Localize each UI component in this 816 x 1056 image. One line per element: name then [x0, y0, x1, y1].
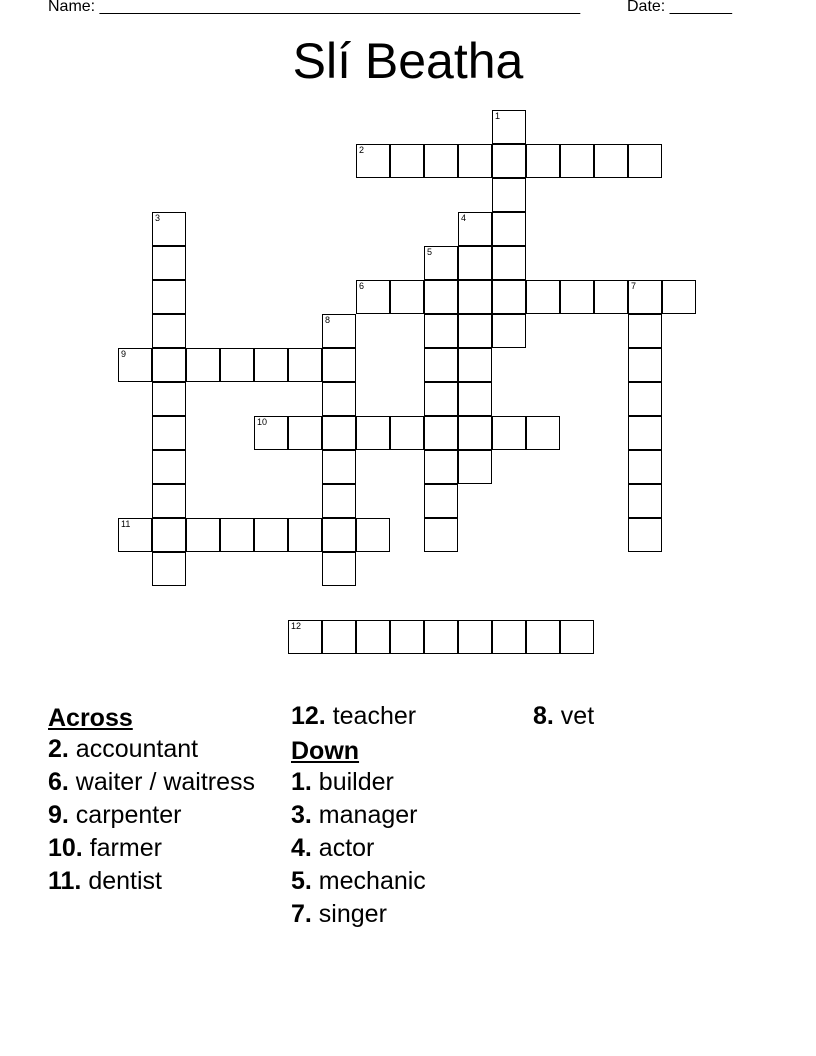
grid-cell[interactable] [594, 144, 628, 178]
grid-cell[interactable] [152, 416, 186, 450]
grid-cell[interactable] [322, 314, 356, 348]
clue-text: waiter / waitress [68, 768, 256, 796]
clue-across-11 [48, 867, 283, 896]
grid-cell[interactable] [560, 280, 594, 314]
clue-text: actor [311, 834, 375, 862]
grid-cell[interactable] [424, 416, 458, 450]
grid-cell[interactable] [492, 178, 526, 212]
grid-cell[interactable] [390, 416, 424, 450]
page-title: Slí Beatha [292, 33, 524, 89]
clue-across-10 [48, 834, 283, 863]
grid-cell[interactable] [492, 212, 526, 246]
clue-across-9 [48, 801, 283, 830]
grid-cell[interactable] [424, 144, 458, 178]
cell-number: 10 [257, 417, 268, 427]
grid-cell[interactable] [152, 518, 186, 552]
grid-cell[interactable] [492, 246, 526, 280]
clue-column-2 [291, 702, 526, 933]
grid-cell[interactable] [628, 450, 662, 484]
clue-number: 10. [48, 834, 83, 862]
grid-cell[interactable] [322, 620, 356, 654]
across-heading: Across [48, 704, 133, 732]
grid-cell[interactable] [526, 416, 560, 450]
grid-cell[interactable] [288, 416, 322, 450]
clue-number: 5. [291, 867, 312, 895]
clue-down-3 [291, 801, 526, 830]
grid-cell[interactable] [662, 280, 696, 314]
clue-down-5 [291, 867, 526, 896]
cell-number: 5 [427, 247, 433, 257]
grid-cell[interactable] [152, 450, 186, 484]
grid-cell[interactable] [628, 348, 662, 382]
grid-cell[interactable] [458, 348, 492, 382]
clue-text: vet [553, 702, 595, 730]
clue-number: 4. [291, 834, 312, 862]
grid-cell[interactable] [424, 382, 458, 416]
cell-number: 7 [631, 281, 637, 291]
grid-cell[interactable] [118, 348, 152, 382]
grid-cell[interactable] [390, 620, 424, 654]
grid-cell[interactable] [458, 620, 492, 654]
grid-cell[interactable] [322, 518, 356, 552]
clue-number: 11. [48, 867, 82, 895]
clue-text: manager [311, 801, 418, 829]
grid-cell[interactable] [356, 144, 390, 178]
grid-cell[interactable] [458, 246, 492, 280]
grid-cell[interactable] [526, 280, 560, 314]
name-field: Name: ______________________________________________________ [48, 0, 581, 15]
grid-cell[interactable] [254, 518, 288, 552]
grid-cell[interactable] [424, 518, 458, 552]
clue-number: 8. [533, 702, 554, 730]
grid-cell[interactable] [254, 416, 288, 450]
clue-text: carpenter [68, 801, 182, 829]
grid-cell[interactable] [628, 484, 662, 518]
clue-down-4 [291, 834, 526, 863]
grid-cell[interactable] [628, 416, 662, 450]
clue-text: farmer [82, 834, 162, 862]
cell-number: 6 [359, 281, 365, 291]
grid-cell[interactable] [424, 450, 458, 484]
grid-cell[interactable] [322, 348, 356, 382]
grid-cell[interactable] [492, 144, 526, 178]
grid-cell[interactable] [628, 144, 662, 178]
grid-cell[interactable] [322, 382, 356, 416]
grid-cell[interactable] [186, 518, 220, 552]
clue-text: mechanic [311, 867, 426, 895]
grid-cell[interactable] [390, 144, 424, 178]
grid-cell[interactable] [118, 518, 152, 552]
grid-cell[interactable] [288, 620, 322, 654]
grid-cell[interactable] [424, 348, 458, 382]
grid-cell[interactable] [424, 484, 458, 518]
grid-cell[interactable] [424, 314, 458, 348]
grid-cell[interactable] [390, 280, 424, 314]
grid-cell[interactable] [220, 348, 254, 382]
grid-cell[interactable] [526, 144, 560, 178]
grid-cell[interactable] [322, 416, 356, 450]
grid-cell[interactable] [458, 280, 492, 314]
grid-cell[interactable] [152, 552, 186, 586]
grid-cell[interactable] [152, 246, 186, 280]
grid-cell[interactable] [152, 314, 186, 348]
clue-text: dentist [81, 867, 162, 895]
clue-down-7 [291, 900, 526, 929]
grid-cell[interactable] [458, 450, 492, 484]
grid-cell[interactable] [356, 518, 390, 552]
cell-number: 8 [325, 315, 331, 325]
grid-cell[interactable] [492, 620, 526, 654]
cell-number: 4 [461, 213, 467, 223]
clue-number: 12. [291, 702, 326, 730]
down-heading: Down [291, 737, 360, 765]
grid-cell[interactable] [356, 280, 390, 314]
clue-text: singer [311, 900, 387, 928]
cell-number: 2 [359, 145, 365, 155]
grid-cell[interactable] [628, 314, 662, 348]
grid-cell[interactable] [492, 280, 526, 314]
grid-cell[interactable] [560, 620, 594, 654]
date-field: Date: _______ [627, 0, 732, 15]
clue-text: accountant [68, 735, 199, 763]
grid-cell[interactable] [424, 620, 458, 654]
grid-cell[interactable] [492, 416, 526, 450]
grid-cell[interactable] [186, 348, 220, 382]
grid-cell[interactable] [628, 382, 662, 416]
cell-number: 11 [121, 519, 131, 529]
grid-cell[interactable] [288, 518, 322, 552]
grid-cell[interactable] [594, 280, 628, 314]
clue-number: 7. [291, 900, 312, 928]
grid-cell[interactable] [356, 416, 390, 450]
grid-cell[interactable] [152, 212, 186, 246]
grid-cell[interactable] [424, 246, 458, 280]
clue-number: 3. [291, 801, 312, 829]
grid-cell[interactable] [458, 314, 492, 348]
clue-across-12 [291, 702, 526, 731]
cell-number: 12 [291, 621, 302, 631]
grid-cell[interactable] [152, 484, 186, 518]
clue-down-8 [533, 702, 768, 731]
grid-cell[interactable] [356, 620, 390, 654]
grid-cell[interactable] [458, 144, 492, 178]
clue-text: builder [311, 768, 394, 796]
grid-cell[interactable] [424, 280, 458, 314]
clue-across-6 [48, 768, 283, 797]
clue-text: teacher [325, 702, 417, 730]
clue-number: 1. [291, 768, 312, 796]
cell-number: 3 [155, 213, 161, 223]
grid-cell[interactable] [322, 450, 356, 484]
grid-cell[interactable] [288, 348, 322, 382]
clue-number: 2. [48, 735, 69, 763]
grid-cell[interactable] [492, 110, 526, 144]
clue-column-1 [48, 702, 283, 900]
grid-cell[interactable] [322, 484, 356, 518]
grid-cell[interactable] [152, 348, 186, 382]
grid-cell[interactable] [254, 348, 288, 382]
clue-number: 6. [48, 768, 69, 796]
grid-cell[interactable] [152, 382, 186, 416]
clue-down-1 [291, 768, 526, 797]
cell-number: 9 [121, 349, 127, 359]
grid-cell[interactable] [458, 416, 492, 450]
cell-number: 1 [495, 111, 501, 121]
clue-column-3 [533, 702, 768, 735]
grid-cell[interactable] [560, 144, 594, 178]
grid-cell[interactable] [628, 280, 662, 314]
grid-cell[interactable] [492, 314, 526, 348]
grid-cell[interactable] [526, 620, 560, 654]
grid-cell[interactable] [458, 382, 492, 416]
grid-cell[interactable] [220, 518, 254, 552]
grid-cell[interactable] [628, 518, 662, 552]
grid-cell[interactable] [322, 552, 356, 586]
grid-cell[interactable] [458, 212, 492, 246]
clue-across-2 [48, 735, 283, 764]
grid-cell[interactable] [152, 280, 186, 314]
clue-number: 9. [48, 801, 69, 829]
